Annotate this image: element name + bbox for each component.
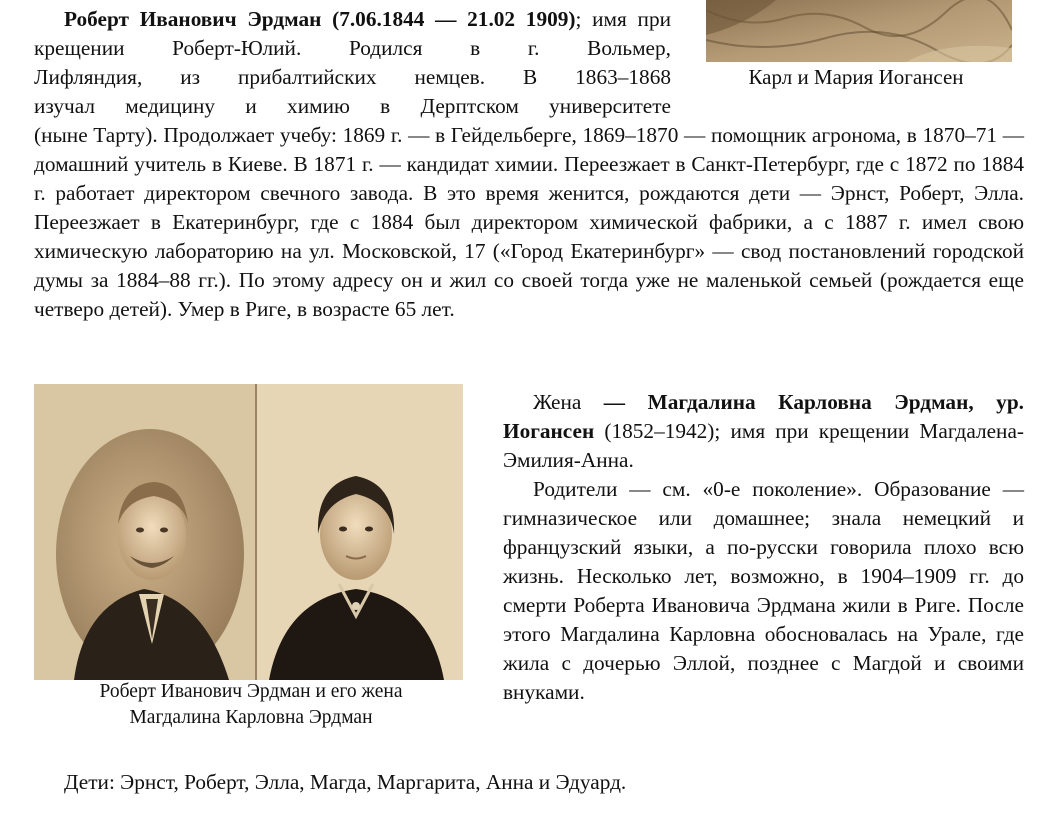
top-photo-caption: Карл и Мария Иогансен	[748, 65, 964, 89]
couple-photo	[34, 384, 463, 680]
caption-line-1: Роберт Иванович Эрдман и его жена	[99, 681, 403, 702]
karl-maria-photo	[706, 0, 1012, 62]
husband-bio-line-1: Роберт Иванович Эрдман (7.06.1844 — 21.02 1909); имя при крещении Роберт-Юлий. Родился в г. Вольмер,	[34, 7, 671, 60]
wife-bio-body: Родители — см. «0-е поколение». Образование — гимназическое или домашнее; знала немецкий и французский языки, а по-русски говорила плохо всю жизнь. Несколько лет, возможно, в 1904–1909 гг. до смерти Роберта Ивановича Эрдмана жили в Риге. После этого Магдалина Карловна обосновалась на Урале, где жила с дочерью Эллой, позднее с Магдой и своими внуками.	[503, 477, 1024, 704]
husband-bio-line-2: Лифляндия, из прибалтийских немцев. В 1863–1868	[34, 65, 671, 89]
couple-photo-caption	[34, 679, 468, 731]
husband-name: Роберт Иванович Эрдман (7.06.1844 — 21.02 1909)	[64, 7, 576, 31]
husband-bio-line-3: изучал медицину и химию в Дерптском университете	[34, 94, 671, 118]
caption-line-2: Магдалина Карловна Эрдман	[129, 707, 373, 728]
husband-bio-body: (ныне Тарту). Продолжает учебу: 1869 г. — в Гейдельберге, 1869–1870 — помощник агронома, в 1870–71 — домашний учитель в Киеве. В 1871 г. — кандидат химии. Переезжает в Санкт-Петербург, где с 1872 по 1884 г. работает директором свечного завода. В это время женится, рождаются дети — Эрнст, Роберт, Элла. Переезжает в Екатеринбург, где с 1884 был директором химической фабрики, а с 1887 г. имел свою химическую лабораторию на ул. Московской, 17 («Город Екатеринбург» — свод постановлений городской думы за 1884–88 гг.). По этому адресу он и жил со своей тогда уже не маленькой семьей (рождается еще четверо детей). Умер в Риге, в возрасте 65 лет.	[34, 123, 1024, 321]
children-list: Дети: Эрнст, Роберт, Элла, Магда, Маргарита, Анна и Эдуард.	[64, 770, 627, 794]
wife-bio-intro: Жена — Магдалина Карловна Эрдман, ур. Иогансен (1852–1942); имя при крещении Магдалена-Эмилия-Анна.	[503, 390, 1024, 472]
wife-name: — Магдалина Карловна Эрдман, ур. Иогансен	[503, 390, 1024, 443]
